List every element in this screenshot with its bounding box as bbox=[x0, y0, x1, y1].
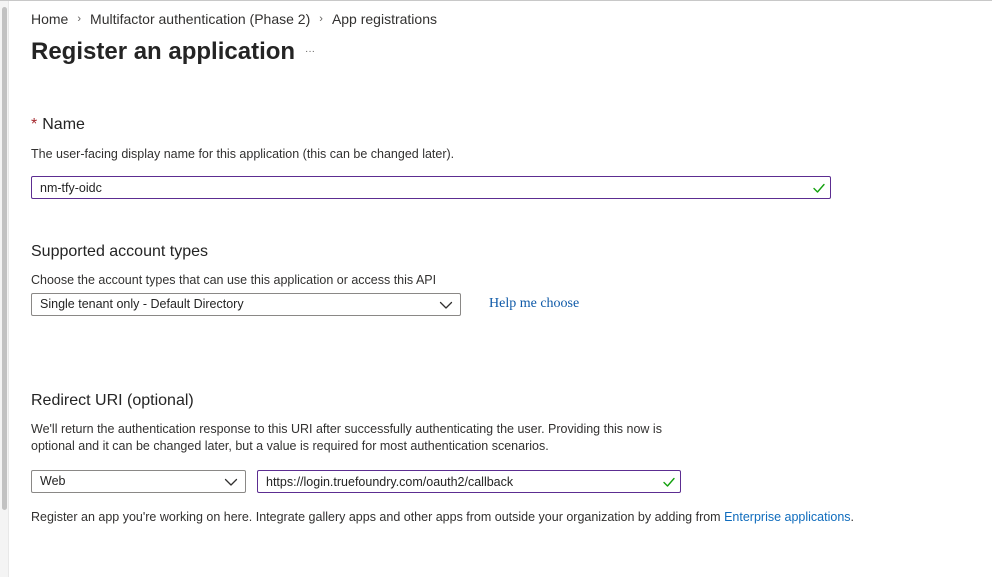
footer-note bbox=[31, 510, 854, 524]
platform-selected: Web bbox=[40, 474, 66, 488]
enterprise-applications-link[interactable]: Enterprise applications bbox=[724, 510, 851, 524]
breadcrumb-app-registrations[interactable]: App registrations bbox=[331, 11, 437, 27]
platform-dropdown[interactable] bbox=[31, 470, 246, 493]
name-label-text: Name bbox=[42, 116, 85, 133]
redirect-uri-label: Redirect URI (optional) bbox=[31, 392, 194, 409]
name-label bbox=[31, 116, 85, 134]
top-divider bbox=[0, 0, 992, 1]
scrollbar-thumb[interactable] bbox=[2, 7, 7, 510]
redirect-helper-line-2: optional and it can be changed later, but a value is required for most authentication scenarios. bbox=[31, 439, 549, 453]
check-icon bbox=[662, 475, 676, 489]
redirect-uri-field[interactable] bbox=[257, 470, 681, 493]
account-types-label: Supported account types bbox=[31, 243, 209, 260]
account-types-selected: Single tenant only - Default Directory bbox=[40, 297, 244, 311]
redirect-helper-line-1: We'll return the authentication response to this URI after successfully authenticating the user. Providing this now is bbox=[31, 422, 662, 436]
more-icon[interactable]: ··· bbox=[305, 46, 315, 57]
vertical-scrollbar[interactable] bbox=[0, 1, 9, 577]
footer-text: Register an app you're working on here. Integrate gallery apps and other apps from outside your organization by adding from bbox=[31, 510, 725, 524]
name-helper-text: The user-facing display name for this application (this can be changed later). bbox=[31, 147, 455, 161]
breadcrumb bbox=[31, 10, 437, 28]
breadcrumb-separator-icon: › bbox=[77, 13, 82, 25]
chevron-down-icon bbox=[224, 475, 238, 489]
check-icon bbox=[812, 181, 826, 195]
page-title: Register an application bbox=[31, 38, 296, 65]
account-types-dropdown[interactable] bbox=[31, 293, 461, 316]
name-input[interactable] bbox=[32, 177, 830, 198]
breadcrumb-tenant[interactable]: Multifactor authentication (Phase 2) bbox=[90, 11, 311, 27]
redirect-uri-input[interactable] bbox=[258, 471, 680, 492]
breadcrumb-home[interactable]: Home bbox=[31, 11, 69, 27]
breadcrumb-separator-icon: › bbox=[319, 13, 323, 25]
required-indicator: * bbox=[31, 116, 38, 133]
account-types-helper-text: Choose the account types that can use this application or access this API bbox=[31, 273, 437, 287]
chevron-down-icon bbox=[439, 298, 453, 312]
footer-end: . bbox=[850, 510, 855, 524]
help-me-choose-link[interactable]: Help me choose bbox=[489, 296, 580, 311]
name-field[interactable] bbox=[31, 176, 831, 199]
